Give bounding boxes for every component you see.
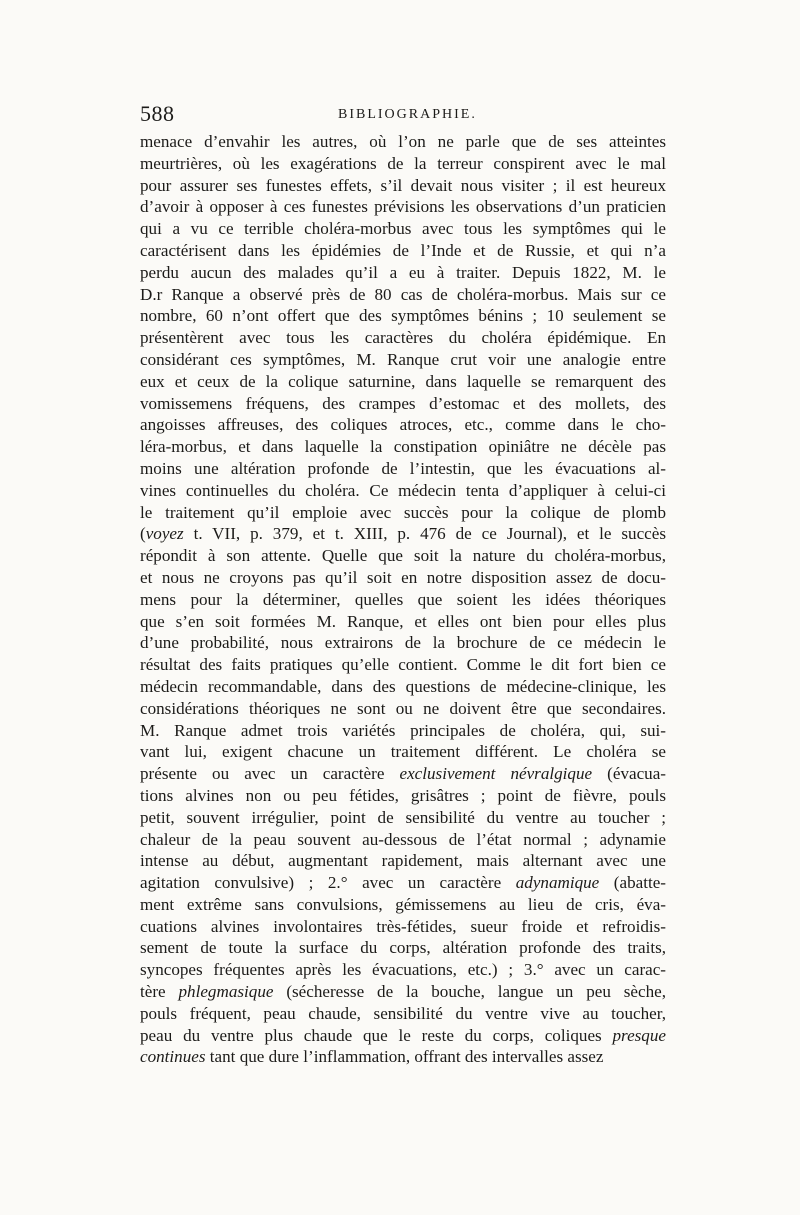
text-line (140, 937, 666, 959)
text-line (140, 414, 666, 436)
text-line (140, 218, 666, 240)
text-run: ( (140, 524, 146, 544)
text-line (140, 196, 666, 218)
text-run: moins une altération profonde de l’intestin, que les évacuations al- (140, 458, 666, 478)
text-line (140, 981, 666, 1003)
text-line (140, 589, 666, 611)
text-run: d’une probabilité, nous extrairons de la brochure de ce médecin le (140, 633, 666, 653)
text-line (140, 785, 666, 807)
text-line (140, 458, 666, 480)
text-run: t. VII, p. 379, et t. XIII, p. 476 de ce Journal), et le succès (183, 524, 666, 544)
text-line (140, 1025, 666, 1047)
text-run: sement de toute la surface du corps, altération profonde des traits, (140, 938, 666, 958)
text-line (140, 284, 666, 306)
text-run: (sécheresse de la bouche, langue un peu sèche, (273, 982, 666, 1002)
text-line (140, 545, 666, 567)
text-line (140, 916, 666, 938)
text-run: M. Ranque admet trois variétés principales de choléra, qui, sui- (140, 720, 666, 740)
text-run: mens pour la déterminer, quelles que soient les idées théoriques (140, 589, 666, 609)
text-run: considérations théoriques ne sont ou ne doivent être que secondaires. (140, 698, 666, 718)
text-run: pour assurer ses funestes effets, s’il devait nous visiter ; il est heureux (140, 175, 666, 195)
text-run: petit, souvent irrégulier, point de sensibilité du ventre au toucher ; (140, 807, 666, 827)
text-run: cuations alvines involontaires très-fétides, sueur froide et refroidis- (140, 916, 666, 936)
text-run: meurtrières, où les exagérations de la terreur conspirent avec le mal (140, 153, 666, 173)
text-run: nombre, 60 n’ont offert que des symptômes bénins ; 10 seulement se (140, 306, 666, 326)
text-run: (abatte- (599, 873, 666, 893)
text-line (140, 436, 666, 458)
text-run: que s’en soit formées M. Ranque, et elles ont bien pour elles plus (140, 611, 666, 631)
page-header (140, 101, 666, 131)
italic-text: presque (612, 1025, 666, 1045)
text-run: intense au début, augmentant rapidement, mais alternant avec une (140, 851, 666, 871)
text-line (140, 698, 666, 720)
text-line (140, 632, 666, 654)
text-run: menace d’envahir les autres, où l’on ne parle que de ses atteintes (140, 132, 666, 151)
text-line (140, 349, 666, 371)
text-run: chaleur de la peau souvent au-dessous de l’état normal ; adynamie (140, 829, 666, 849)
text-line (140, 305, 666, 327)
text-run: ment extrême sans convulsions, gémissemens au lieu de cris, éva- (140, 894, 666, 914)
text-run: peau du ventre plus chaude que le reste du corps, coliques (140, 1025, 613, 1045)
text-run: agitation convulsive) ; 2.° avec un caractère (140, 873, 516, 893)
text-line (140, 175, 666, 197)
text-line (140, 153, 666, 175)
text-run: présente ou avec un caractère (140, 764, 400, 784)
text-run: D.r Ranque a observé près de 80 cas de choléra-morbus. Mais sur ce (140, 284, 666, 304)
text-line (140, 654, 666, 676)
text-line (140, 720, 666, 742)
text-line (140, 894, 666, 916)
text-line (140, 807, 666, 829)
text-run: d’avoir à opposer à ces funestes prévisions les observations d’un praticien (140, 197, 666, 217)
text-run: eux et ceux de la colique saturnine, dans laquelle se remarquent des (140, 371, 666, 391)
text-run: vant lui, exigent chacune un traitement différent. Le choléra se (140, 742, 666, 762)
italic-text: continues (140, 1047, 206, 1067)
text-line (140, 393, 666, 415)
text-line (140, 850, 666, 872)
text-run: présentèrent avec tous les caractères du choléra épidémique. En (140, 328, 666, 348)
text-run: vines continuelles du choléra. Ce médecin tenta d’appliquer à celui-ci (140, 480, 666, 500)
text-run: tions alvines non ou peu fétides, grisâtres ; point de fièvre, pouls (140, 785, 666, 805)
text-line (140, 1003, 666, 1025)
text-run: répondit à son attente. Quelle que soit la nature du choléra-morbus, (140, 546, 666, 566)
italic-text: voyez (145, 524, 184, 544)
text-run: médecin recommandable, dans des questions de médecine-clinique, les (140, 676, 666, 696)
text-line (140, 131, 666, 153)
text-run: (évacua- (592, 764, 666, 784)
body-text (140, 131, 666, 1068)
text-line (140, 480, 666, 502)
text-line (140, 763, 666, 785)
running-head: BIBLIOGRAPHIE. (338, 107, 477, 122)
text-run: qui a vu ce terrible choléra-morbus avec tous les symptômes qui le (140, 219, 666, 239)
text-line (140, 371, 666, 393)
text-line (140, 676, 666, 698)
text-line (140, 327, 666, 349)
text-line (140, 502, 666, 524)
text-run: résultat des faits pratiques qu’elle contient. Comme le dit fort bien ce (140, 655, 666, 675)
text-line (140, 741, 666, 763)
italic-text: phlegmasique (178, 982, 274, 1002)
text-run: caractérisent dans les épidémies de l’Inde et de Russie, et qui n’a (140, 240, 666, 260)
text-run: tant que dure l’inflammation, offrant des intervalles assez (205, 1047, 604, 1067)
text-line (140, 523, 666, 545)
italic-text: exclusivement névralgique (399, 764, 593, 784)
text-run: syncopes fréquentes après les évacuations, etc.) ; 3.° avec un carac- (140, 960, 666, 980)
text-run: tère (140, 982, 179, 1002)
text-run: considérant ces symptômes, M. Ranque crut voir une analogie entre (140, 349, 666, 369)
text-run: le traitement qu’il emploie avec succès pour la colique de plomb (140, 502, 666, 522)
text-line (140, 567, 666, 589)
text-run: pouls fréquent, peau chaude, sensibilité du ventre vive au toucher, (140, 1003, 666, 1023)
page-number: 588 (140, 101, 175, 126)
text-line (140, 611, 666, 633)
text-line (140, 240, 666, 262)
text-line (140, 959, 666, 981)
text-line (140, 829, 666, 851)
text-line (140, 1046, 666, 1068)
italic-text: adynamique (515, 873, 600, 893)
text-line (140, 262, 666, 284)
text-run: vomissemens fréquens, des crampes d’estomac et des mollets, des (140, 393, 666, 413)
text-run: perdu aucun des malades qu’il a eu à traiter. Depuis 1822, M. le (140, 262, 666, 282)
text-line (140, 872, 666, 894)
text-run: angoisses affreuses, des coliques atroces, etc., comme dans le cho- (140, 415, 666, 435)
text-run: et nous ne croyons pas qu’il soit en notre disposition assez de docu- (140, 567, 666, 587)
text-run: léra-morbus, et dans laquelle la constipation opiniâtre ne décèle pas (140, 437, 666, 457)
